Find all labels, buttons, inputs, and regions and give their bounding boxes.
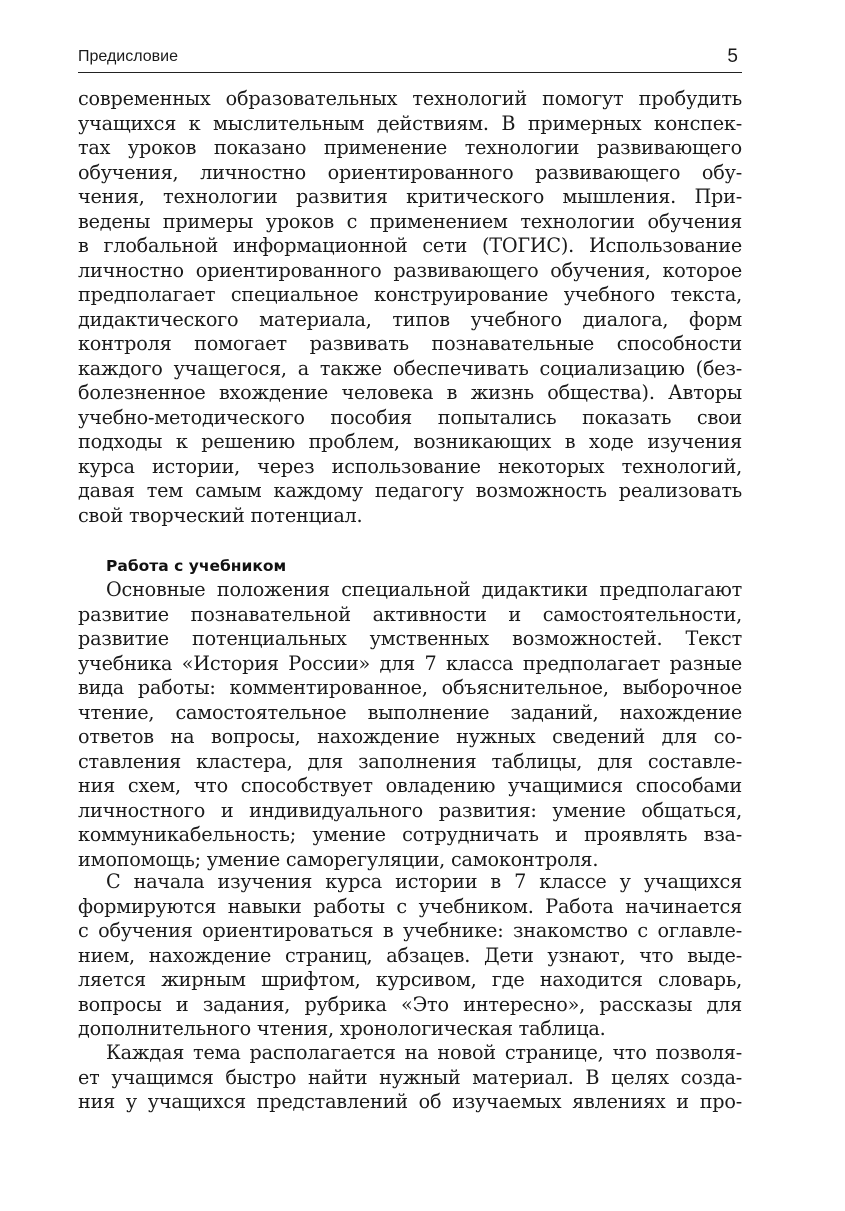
text-line: формируются навыки работы с учебником. Работа начинается: [78, 894, 742, 918]
text-line: вопросы и задания, рубрика «Это интересно», рассказы для: [78, 992, 742, 1016]
text-line: каждого учащегося, а также обеспечивать социализацию (без-: [78, 356, 742, 380]
text-line: учебника «История России» для 7 класса предполагает разные: [78, 651, 742, 675]
text-line: курса истории, через использование некоторых технологий,: [78, 454, 742, 478]
text-line: ответов на вопросы, нахождение нужных сведений для со-: [78, 725, 742, 748]
text-line: учащихся к мыслительным действиям. В примерных конспек-: [78, 111, 742, 135]
text-line: в глобальной информационной сети (ТОГИС). Использование: [78, 234, 742, 257]
running-title: Предисловие: [78, 48, 178, 65]
text-line: ведены примеры уроков с применением технологии обучения: [78, 209, 742, 233]
section-heading: Работа с учебником: [106, 557, 287, 575]
text-line: ния у учащихся представлений об изучаемых явлениях и про-: [78, 1090, 742, 1113]
text-line: ставления кластера, для заполнения таблицы, для составле-: [78, 749, 742, 773]
paragraph-topic-layout: [78, 1041, 742, 1115]
text-line: подходы к решению проблем, возникающих в ходе изучения: [78, 430, 742, 453]
text-line: Основные положения специальной дидактики предполагают: [106, 578, 742, 601]
text-line: ляется жирным шрифтом, курсивом, где находится словарь,: [78, 968, 742, 991]
text-line: нием, нахождение страниц, абзацев. Дети узнают, что выде-: [78, 943, 742, 967]
text-line: с обучения ориентироваться в учебнике: знакомство с оглавле-: [78, 919, 742, 942]
text-line: развитие познавательной активности и самостоятельности,: [78, 602, 742, 626]
text-line: контроля помогает развивать познавательные способности: [78, 332, 742, 355]
text-line: обучения, личностно ориентированного развивающего обу-: [78, 160, 742, 184]
text-line: Каждая тема располагается на новой странице, что позволя-: [106, 1041, 742, 1064]
text-line: тах уроков показано применение технологии развивающего: [78, 136, 742, 159]
paragraph-intro-continuation: [78, 87, 742, 528]
text-line: ет учащимся быстро найти нужный материал. В целях созда-: [78, 1065, 742, 1089]
paragraph-didactics: [78, 578, 742, 872]
text-line: болезненное вхождение человека в жизнь общества). Авторы: [78, 381, 742, 404]
text-line: учебно-методического пособия попытались показать свои: [78, 405, 742, 429]
text-line: личностного и индивидуального развития: умение общаться,: [78, 798, 742, 822]
running-header: [78, 46, 742, 73]
text-line: чения, технологии развития критического мышления. При-: [78, 185, 742, 208]
text-line: вида работы: комментированное, объяснительное, выборочное: [78, 676, 742, 699]
page-number: 5: [727, 46, 738, 67]
text-line: личностно ориентированного развивающего обучения, которое: [78, 258, 742, 282]
text-line: современных образовательных технологий помогут пробудить: [78, 87, 742, 110]
text-line: свой творческий потенциал.: [78, 503, 363, 527]
text-line: С начала изучения курса истории в 7 классе у учащихся: [106, 870, 742, 893]
text-line: коммуникабельность; умение сотрудничать и проявлять вза-: [78, 823, 742, 846]
text-line: развитие потенциальных умственных возможностей. Текст: [78, 627, 742, 650]
text-line: давая тем самым каждому педагогу возможность реализовать: [78, 479, 742, 502]
paragraph-textbook-skills: [78, 870, 742, 1042]
text-line: предполагает специальное конструирование учебного текста,: [78, 283, 742, 306]
text-line: имопомощь; умение саморегуляции, самоконтроля.: [78, 847, 599, 871]
text-line: ния схем, что способствует овладению учащимися способами: [78, 774, 742, 797]
text-line: дидактического материала, типов учебного диалога, форм: [78, 307, 742, 331]
text-line: дополнительного чтения, хронологическая таблица.: [78, 1017, 606, 1040]
text-line: чтение, самостоятельное выполнение заданий, нахождение: [78, 700, 742, 724]
